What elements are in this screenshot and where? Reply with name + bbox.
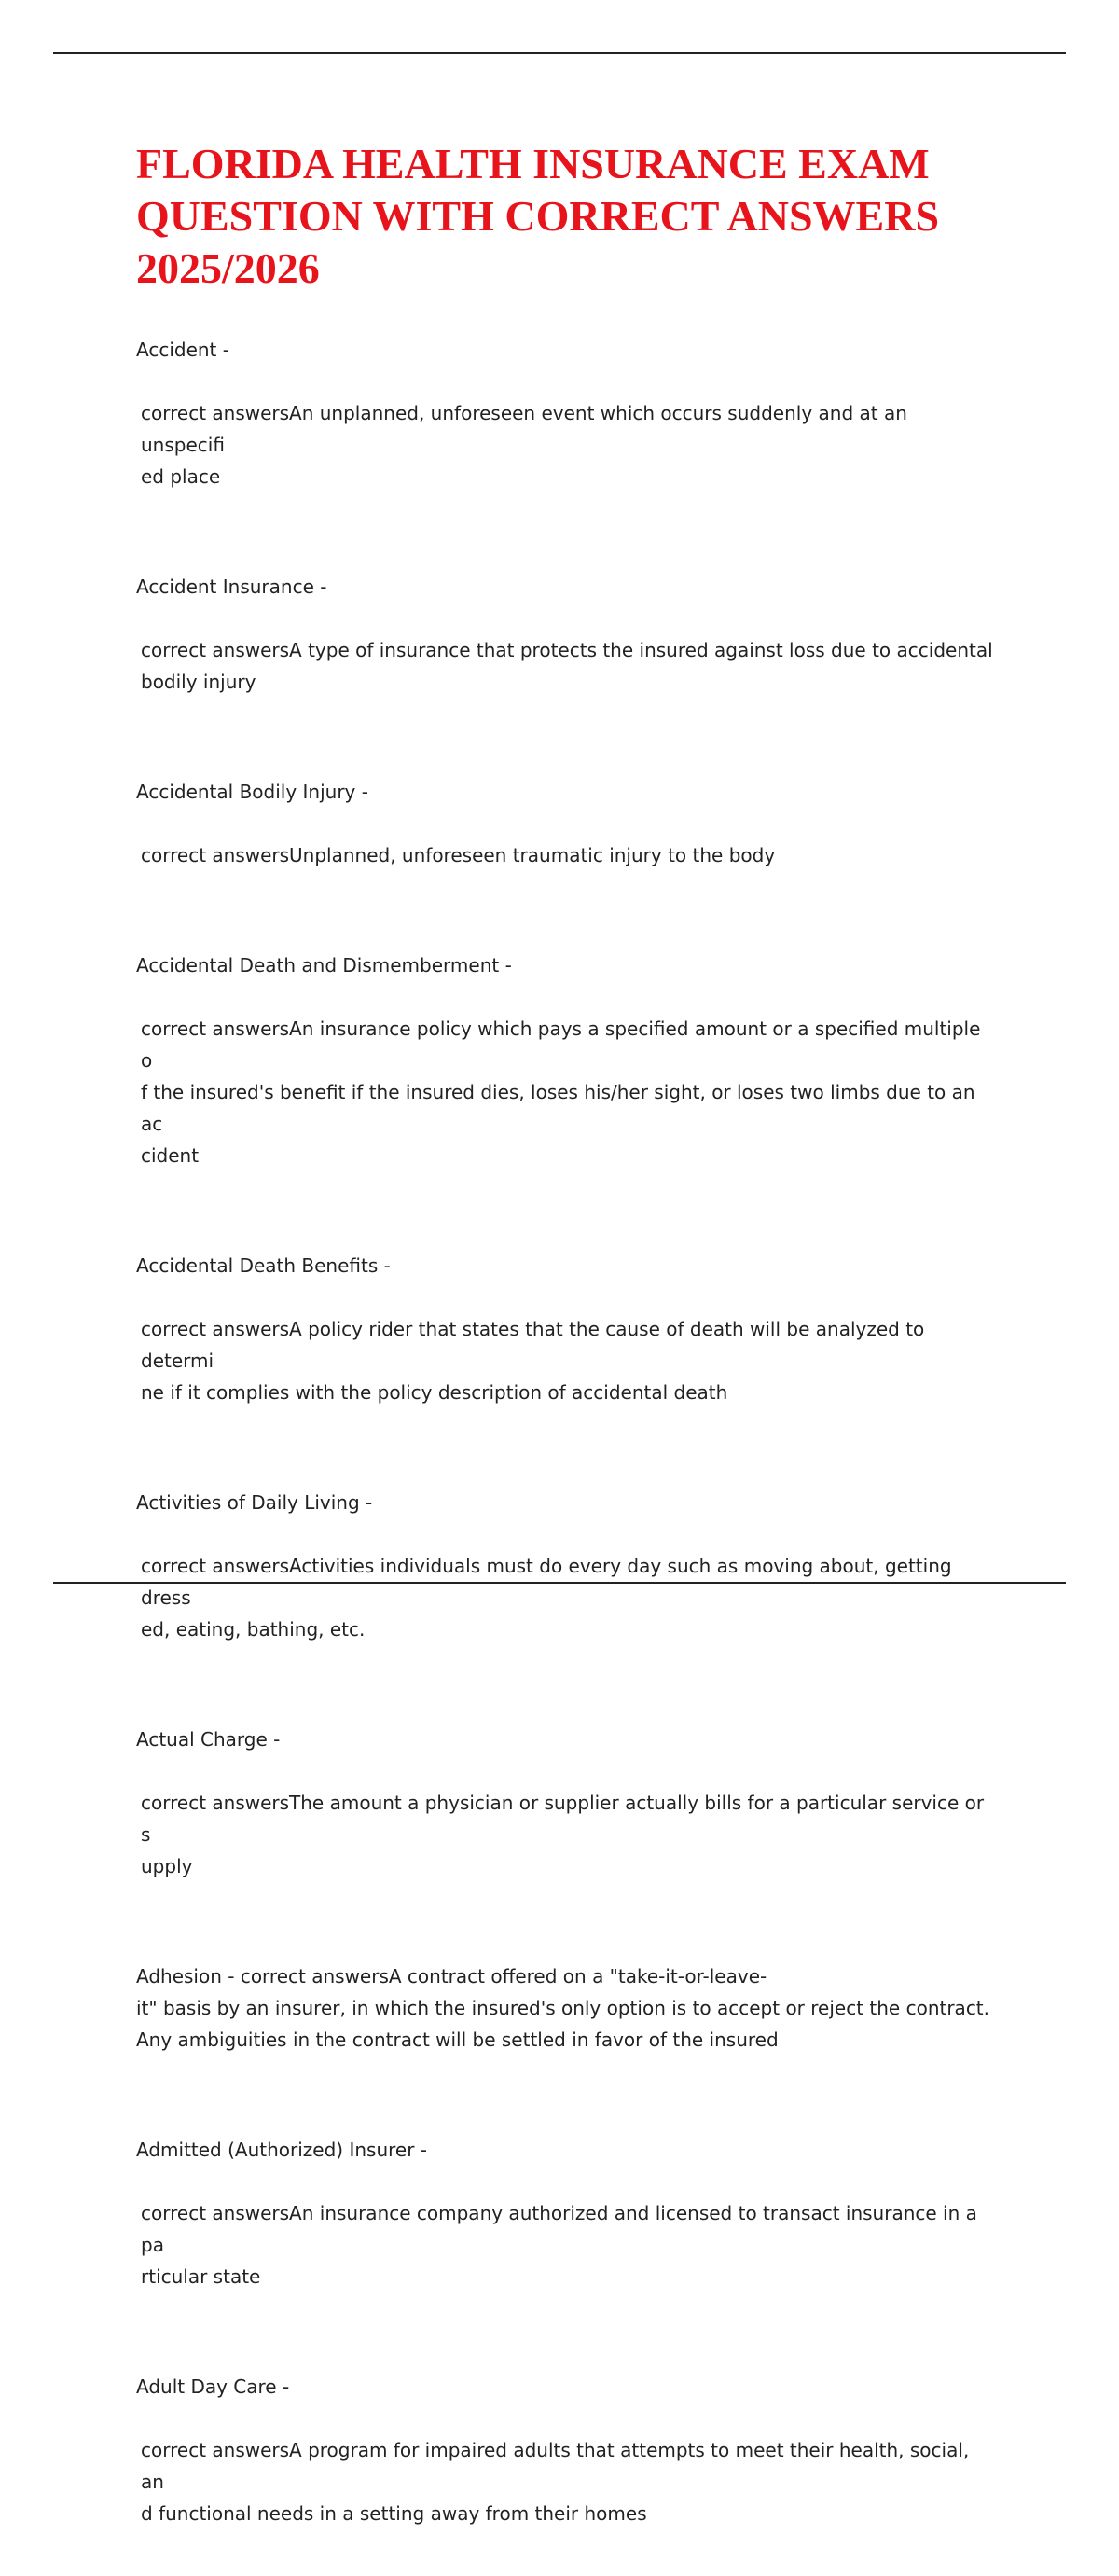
glossary-entry <box>136 1929 994 2087</box>
entry-answer: correct answersAn unplanned, unforeseen event which occurs suddenly and at an unspecifi ed place <box>141 402 907 488</box>
entry-term: Accidental Death Benefits - <box>136 1254 391 1277</box>
entry-term: Admitted (Authorized) Insurer - <box>136 2139 428 2161</box>
entry-answer: correct answersA program for impaired adults that attempts to meet their health, social, an d functional needs in a setting away from their homes <box>141 2439 970 2525</box>
entry-answer: correct answersAn insurance company authorized and licensed to transact insurance in a pa rticular state <box>141 2202 977 2288</box>
document-body <box>136 138 994 2576</box>
glossary-list <box>136 302 994 2561</box>
entry-answer: Adhesion - correct answersA contract offered on a "take-it-or-leave- it" basis by an insurer, in which the insured's only option is to accept or reject the contract. Any ambiguities in the contract will be settled in favor of the insured <box>136 1965 990 2051</box>
entry-term: Actual Charge - <box>136 1728 281 1751</box>
entry-term: Accidental Death and Dismemberment - <box>136 954 512 976</box>
entry-answer: correct answersUnplanned, unforeseen traumatic injury to the body <box>141 844 776 866</box>
glossary-entry <box>136 539 994 729</box>
glossary-entry <box>136 744 994 903</box>
entry-answer: correct answersA policy rider that states that the cause of death will be analyzed to determi ne if it complies with the policy description of accidental death <box>141 1318 925 1404</box>
entry-term: Adult Day Care - <box>136 2375 290 2398</box>
entry-term: Activities of Daily Living - <box>136 1491 373 1514</box>
entry-term: Accident - <box>136 339 229 361</box>
top-rule <box>53 52 1066 54</box>
glossary-entry <box>136 2102 994 2324</box>
glossary-entry <box>136 302 994 524</box>
entry-term: Accidental Bodily Injury - <box>136 781 368 803</box>
entry-answer: correct answersThe amount a physician or supplier actually bills for a particular service or s upply <box>141 1792 985 1877</box>
entry-answer: correct answersActivities individuals must do every day such as moving about, getting dress ed, eating, bathing, etc. <box>141 1555 952 1641</box>
glossary-entry <box>136 2339 994 2561</box>
glossary-entry <box>136 918 994 1203</box>
glossary-entry <box>136 1218 994 1440</box>
bottom-rule <box>53 1582 1066 1584</box>
entry-answer: correct answersA type of insurance that protects the insured against loss due to accidental bodily injury <box>141 639 993 693</box>
entry-answer: correct answersAn insurance policy which pays a specified amount or a specified multiple o f the insured's benefit if the insured dies, loses his/her sight, or loses two limbs due to an ac cident <box>141 1018 981 1167</box>
glossary-entry <box>136 1692 994 1914</box>
document-title: FLORIDA HEALTH INSURANCE EXAM QUESTION WITH CORRECT ANSWERS 2025/2026 <box>136 140 940 292</box>
entry-term: Accident Insurance - <box>136 575 327 598</box>
glossary-entry <box>136 1455 994 1677</box>
